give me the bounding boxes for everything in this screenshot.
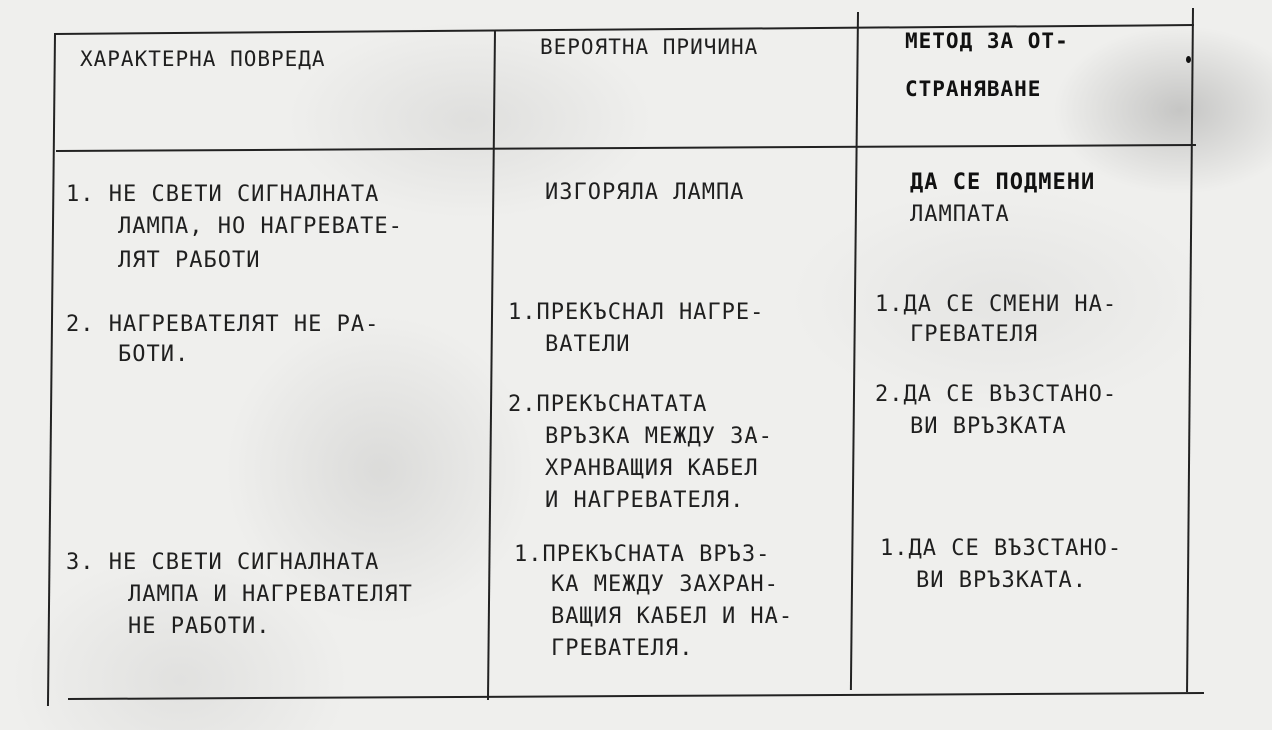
row2-remedy1-line1: 1.ДА СЕ СМЕНИ НА- — [875, 292, 1118, 317]
ink-mark — [1186, 56, 1191, 63]
row3-cause-line1: 1.ПРЕКЪСНАТА ВРЪЗ- — [514, 542, 771, 567]
row2-cause2-line3: ХРАНВАЩИЯ КАБЕЛ — [545, 456, 759, 481]
row3-remedy-line1: 1.ДА СЕ ВЪЗСТАНО- — [880, 536, 1123, 561]
header-defect: ХАРАКТЕРНА ПОВРЕДА — [80, 47, 326, 71]
header-cause: ВЕРОЯТНА ПРИЧИНА — [540, 35, 759, 59]
row1-cause-line1: ИЗГОРЯЛА ЛАМПА — [545, 180, 745, 205]
row3-cause-line2: КА МЕЖДУ ЗАХРАН- — [551, 572, 779, 597]
header-remedy-line1: МЕТОД ЗА ОТ- — [905, 29, 1069, 53]
row2-defect-line2: БОТИ. — [118, 342, 190, 367]
row2-cause2-line2: ВРЪЗКА МЕЖДУ ЗА- — [545, 424, 773, 449]
row3-defect-line2: ЛАМПА И НАГРЕВАТЕЛЯТ — [128, 582, 413, 607]
row2-remedy1-line2: ГРЕВАТЕЛЯ — [910, 322, 1039, 347]
row1-defect-line2: ЛАМПА, НО НАГРЕВАТЕ- — [118, 214, 403, 239]
row2-defect-line1: 2. НАГРЕВАТЕЛЯТ НЕ РА- — [66, 312, 380, 337]
header-remedy-line2: СТРАНЯВАНЕ — [905, 77, 1042, 101]
row3-defect-line3: НЕ РАБОТИ. — [128, 614, 271, 639]
row2-cause1-line1: 1.ПРЕКЪСНАЛ НАГРЕ- — [508, 300, 765, 325]
row1-remedy-line2: ЛАМПАТА — [910, 202, 1010, 227]
row1-defect-line3: ЛЯТ РАБОТИ — [118, 248, 261, 273]
row1-remedy-line1: ДА СЕ ПОДМЕНИ — [910, 170, 1096, 195]
row3-cause-line3: ВАЩИЯ КАБЕЛ И НА- — [551, 604, 794, 629]
row3-remedy-line2: ВИ ВРЪЗКАТА. — [916, 568, 1087, 593]
row2-remedy2-line1: 2.ДА СЕ ВЪЗСТАНО- — [875, 382, 1118, 407]
row2-cause2-line4: И НАГРЕВАТЕЛЯ. — [545, 488, 745, 513]
row2-remedy2-line2: ВИ ВРЪЗКАТА — [910, 414, 1067, 439]
row3-defect-line1: 3. НЕ СВЕТИ СИГНАЛНАТА — [66, 550, 380, 575]
row3-cause-line4: ГРЕВАТЕЛЯ. — [551, 636, 694, 661]
row2-cause2-line1: 2.ПРЕКЪСНАТАТА — [508, 392, 708, 417]
row1-defect-line1: 1. НЕ СВЕТИ СИГНАЛНАТА — [66, 182, 380, 207]
row2-cause1-line2: ВАТЕЛИ — [545, 332, 631, 357]
